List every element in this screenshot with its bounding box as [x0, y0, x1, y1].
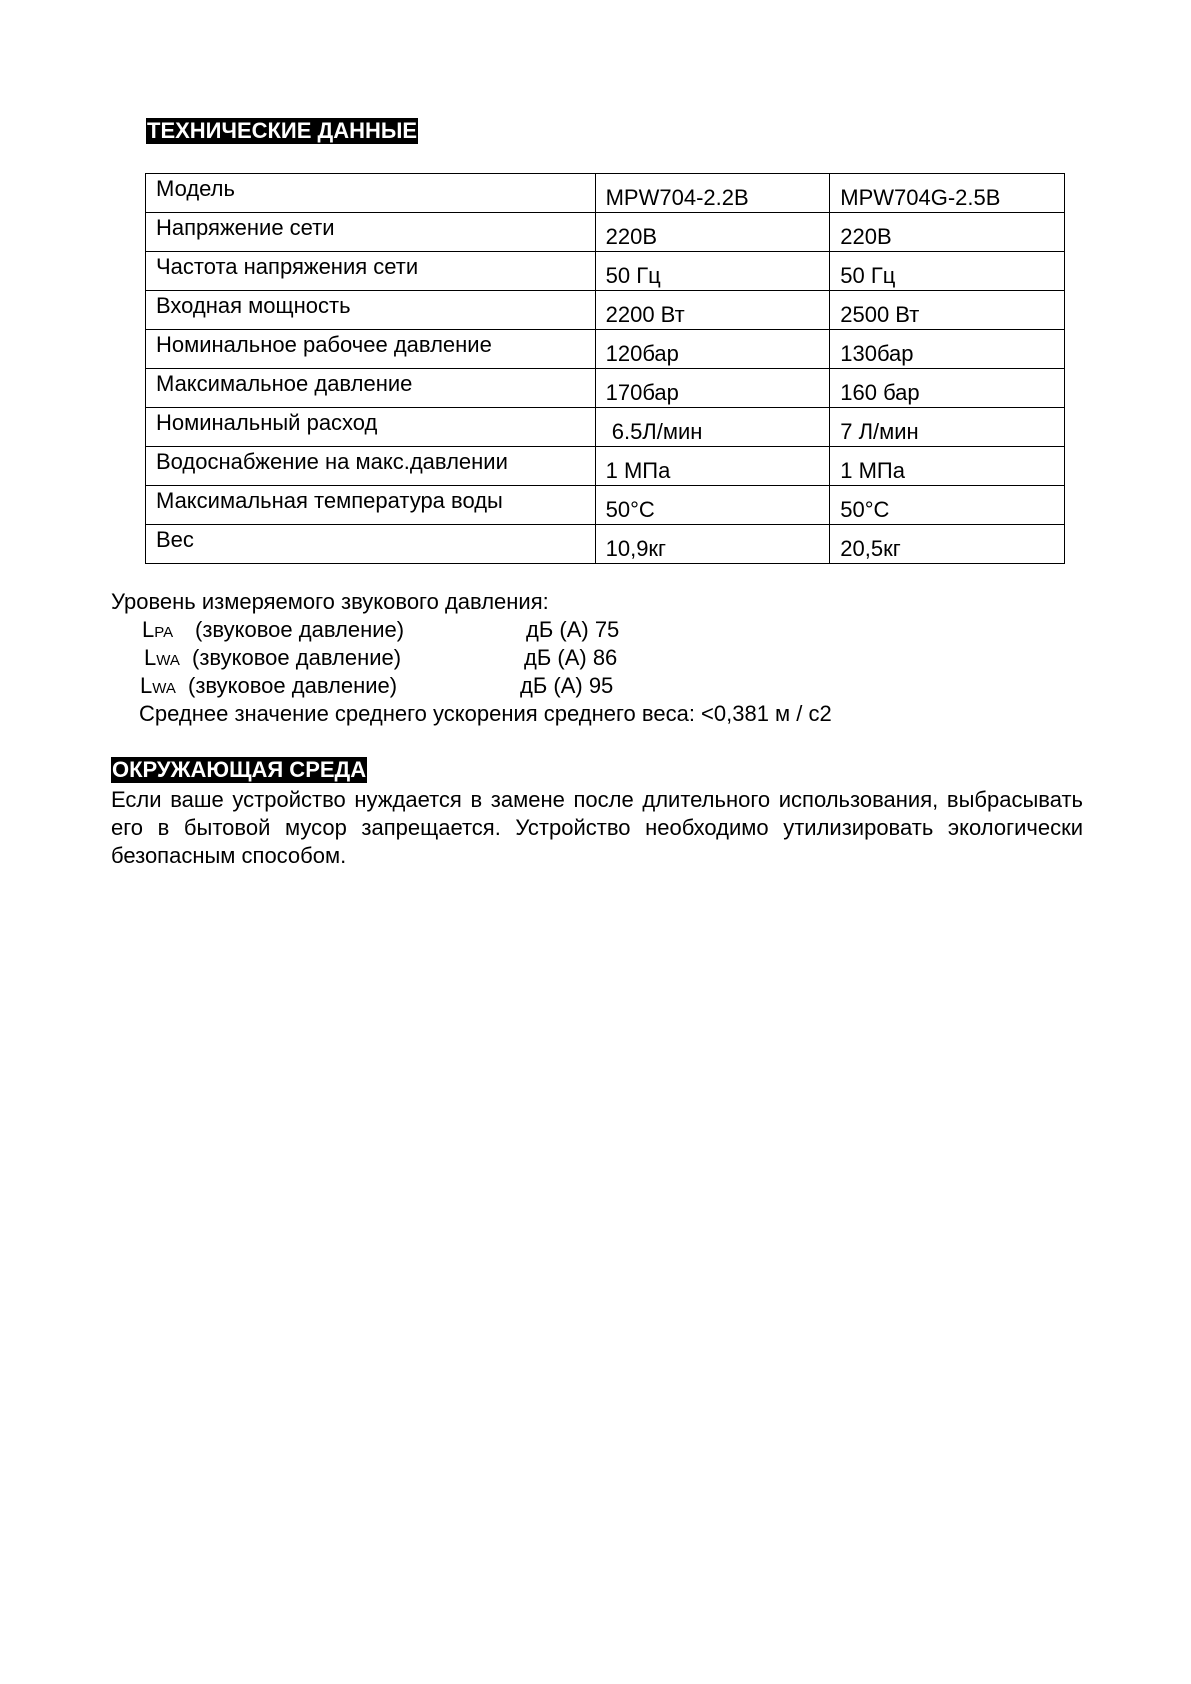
noise-symbol-sub: WA	[156, 652, 180, 669]
noise-row	[111, 672, 832, 700]
param-cell: Максимальная температура воды	[146, 486, 596, 525]
noise-symbol-sub: WA	[152, 680, 176, 697]
value-cell: MPW704G-2.5B	[830, 174, 1065, 213]
noise-section	[111, 588, 832, 728]
value-cell: 7 Л/мин	[830, 408, 1065, 447]
value-cell: 1 МПа	[595, 447, 830, 486]
param-cell: Водоснабжение на макс.давлении	[146, 447, 596, 486]
value-cell: 2500 Вт	[830, 291, 1065, 330]
noise-value: дБ (А) 95	[520, 673, 614, 698]
tech-data-heading: ТЕХНИЧЕСКИЕ ДАННЫЕ	[147, 118, 418, 143]
noise-row	[111, 644, 832, 672]
param-cell: Максимальное давление	[146, 369, 596, 408]
noise-symbol: LWA	[144, 645, 180, 670]
param-cell: Модель	[146, 174, 596, 213]
table-row	[146, 291, 1065, 330]
noise-average: Среднее значение среднего ускорения среднего веса: <0,381 м / с2	[139, 701, 832, 726]
value-cell: 50°C	[830, 486, 1065, 525]
environment-text: Если ваше устройство нуждается в замене после длительного использования, выбрасывать его в бытовой мусор запрещается. Устройство необходимо утилизировать экологически безопасным способом.	[111, 787, 1083, 868]
param-cell: Входная мощность	[146, 291, 596, 330]
table-row	[146, 486, 1065, 525]
value-cell: 220В	[830, 213, 1065, 252]
noise-symbol: LWA	[140, 673, 176, 698]
value-cell: 50°C	[595, 486, 830, 525]
value-cell: 20,5кг	[830, 525, 1065, 564]
value-cell: 10,9кг	[595, 525, 830, 564]
table-row	[146, 213, 1065, 252]
param-cell: Вес	[146, 525, 596, 564]
table-row	[146, 174, 1065, 213]
value-cell: MPW704-2.2B	[595, 174, 830, 213]
value-cell: 6.5Л/мин	[595, 408, 830, 447]
noise-title: Уровень измеряемого звукового давления:	[111, 589, 549, 614]
table-row	[146, 330, 1065, 369]
param-cell: Частота напряжения сети	[146, 252, 596, 291]
table-row	[146, 525, 1065, 564]
noise-desc: (звуковое давление)	[188, 673, 398, 698]
table-row	[146, 447, 1065, 486]
noise-row	[111, 616, 832, 644]
table-row	[146, 369, 1065, 408]
value-cell: 170бар	[595, 369, 830, 408]
param-cell: Напряжение сети	[146, 213, 596, 252]
param-cell: Номинальное рабочее давление	[146, 330, 596, 369]
noise-desc: (звуковое давление)	[192, 645, 402, 670]
value-cell: 120бар	[595, 330, 830, 369]
noise-value: дБ (А) 75	[526, 617, 620, 642]
value-cell: 130бар	[830, 330, 1065, 369]
table-row	[146, 408, 1065, 447]
noise-symbol: LPA	[142, 617, 174, 642]
value-cell: 50 Гц	[830, 252, 1065, 291]
environment-heading: ОКРУЖАЮЩАЯ СРЕДА	[112, 757, 367, 782]
value-cell: 2200 Вт	[595, 291, 830, 330]
value-cell: 50 Гц	[595, 252, 830, 291]
noise-desc: (звуковое давление)	[195, 617, 405, 642]
param-cell: Номинальный расход	[146, 408, 596, 447]
value-cell: 1 МПа	[830, 447, 1065, 486]
noise-symbol-sub: PA	[154, 624, 174, 641]
noise-value: дБ (А) 86	[524, 645, 618, 670]
value-cell: 160 бар	[830, 369, 1065, 408]
table-row	[146, 252, 1065, 291]
specs-table	[145, 173, 1065, 564]
value-cell: 220В	[595, 213, 830, 252]
